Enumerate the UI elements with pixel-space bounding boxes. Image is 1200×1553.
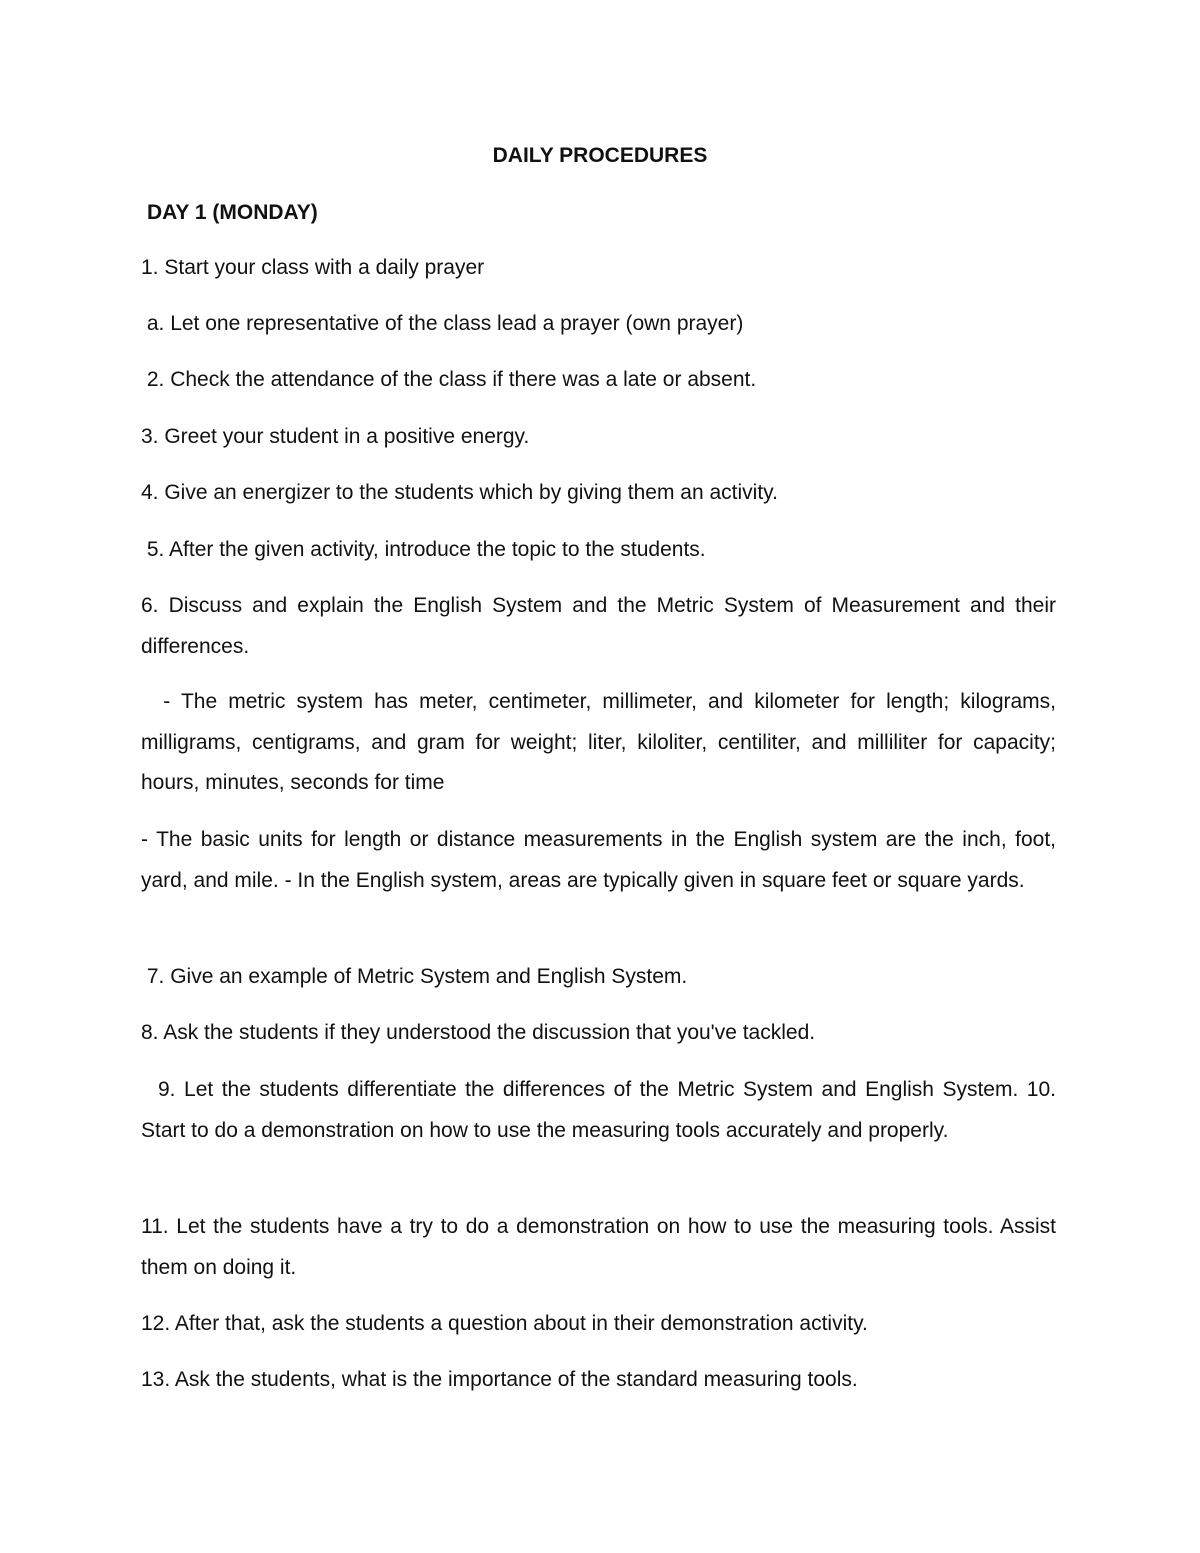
- procedure-step: 11. Let the students have a try to do a demonstration on how to use the measuring tools. Assist them on doing it.: [141, 1215, 1062, 1279]
- procedure-step: 1. Start your class with a daily prayer: [141, 256, 485, 279]
- procedure-substep: a. Let one representative of the class lead a prayer (own prayer): [141, 312, 744, 335]
- day-heading: DAY 1 (MONDAY): [147, 201, 318, 224]
- procedure-step: 2. Check the attendance of the class if there was a late or absent.: [141, 368, 757, 391]
- procedure-note: - The metric system has meter, centimeter, millimeter, and kilometer for length; kilograms, milligrams, centigrams, and gram for weight; liter, kiloliter, centiliter, and milliliter for capacity; hours, minutes, seconds for time: [141, 690, 1062, 794]
- procedure-note: - The basic units for length or distance measurements in the English system are the inch, foot, yard, and mile. - In the English system, areas are typically given in square feet or square yards.: [141, 828, 1062, 892]
- procedure-step: 8. Ask the students if they understood the discussion that you've tackled.: [141, 1021, 816, 1044]
- procedure-step: 7. Give an example of Metric System and English System.: [141, 965, 688, 988]
- document-title: DAILY PROCEDURES: [492, 144, 708, 167]
- procedure-step: 6. Discuss and explain the English System and the Metric System of Measurement and their differences.: [141, 594, 1062, 658]
- procedure-step: 13. Ask the students, what is the importance of the standard measuring tools.: [141, 1368, 858, 1391]
- procedure-step: 5. After the given activity, introduce the topic to the students.: [141, 538, 706, 561]
- procedure-step: 9. Let the students differentiate the differences of the Metric System and English System. 10. Start to do a demonstration on how to use the measuring tools accurately and properly.: [141, 1078, 1062, 1142]
- procedure-step: 4. Give an energizer to the students which by giving them an activity.: [141, 481, 778, 504]
- procedure-step: 12. After that, ask the students a question about in their demonstration activity.: [141, 1312, 868, 1335]
- procedure-step: 3. Greet your student in a positive energy.: [141, 425, 530, 448]
